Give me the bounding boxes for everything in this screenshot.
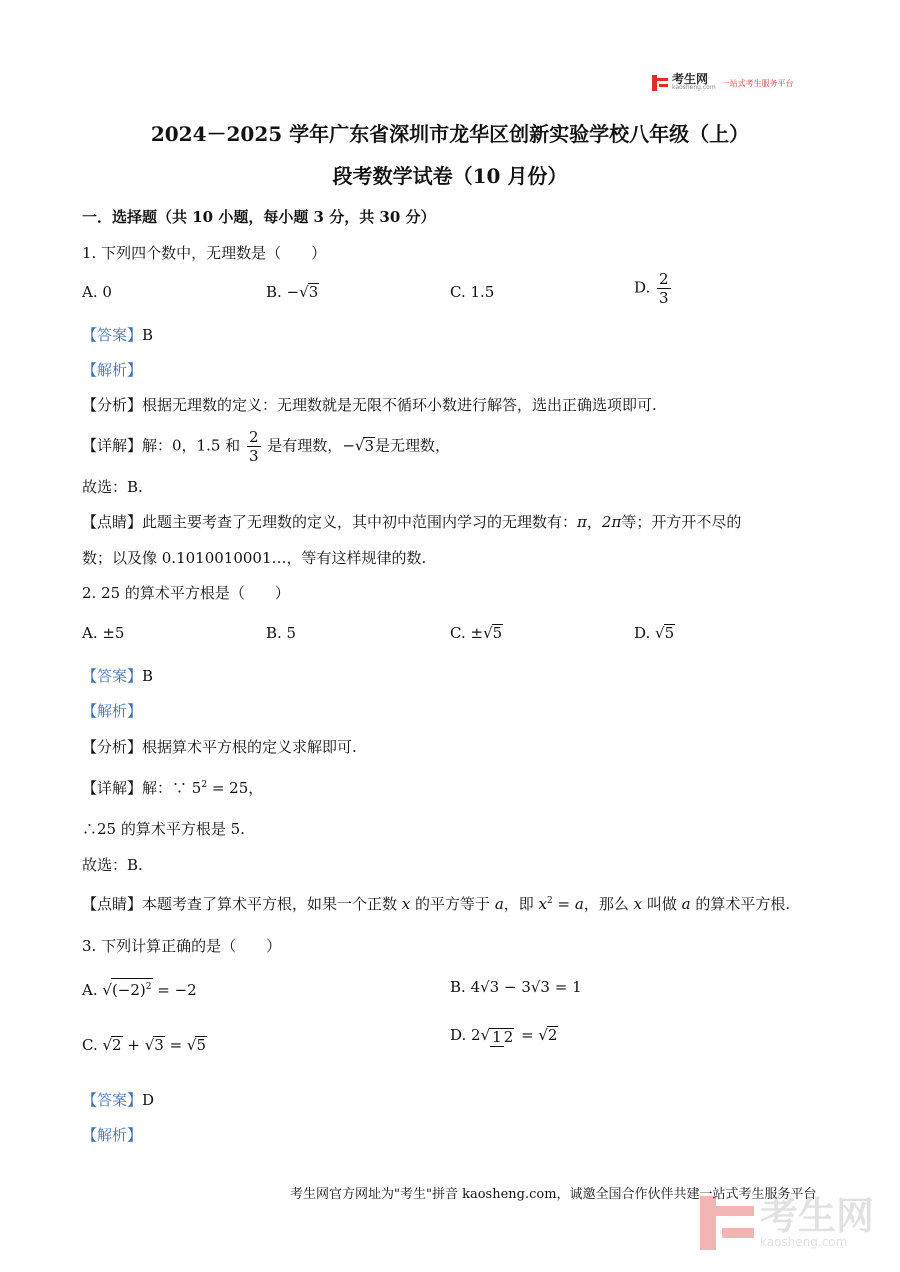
section-heading: 一．选择题（共 10 小题，每小题 3 分，共 30 分）: [82, 208, 436, 226]
q1-option-d: D. $\frac{2}{3}$: [634, 270, 669, 307]
q1-dianjing-line2: 数；以及像 0.1010010001…，等有这样规律的数.: [82, 549, 427, 567]
q3-option-c: C. √2 + √3 = √5: [82, 1036, 207, 1054]
q2-choose: 故选：B.: [82, 856, 143, 874]
q1-detail: 【详解】解：0，1.5 和 $\frac{2}{3}$ 是有理数，−√3是无理数，: [82, 428, 451, 465]
q3-option-a: A. $√(-2)^2 = -2$: [82, 978, 197, 999]
page-title: 2024－2025 学年广东省深圳市龙华区创新实验学校八年级（上）: [150, 122, 750, 146]
kaosheng-logo-icon: [652, 75, 668, 91]
q2-therefore: ∴25 的算术平方根是 5.: [82, 820, 245, 838]
q2-option-b: B. 5: [266, 624, 297, 642]
q3-stem: 3. 下列计算正确的是（ ）: [82, 937, 282, 955]
watermark-text: 考生网 kaosheng.com: [760, 1194, 875, 1249]
q2-stem: 2. 25 的算术平方根是（ ）: [82, 584, 290, 602]
q1-option-a: A. 0: [82, 283, 112, 301]
q1-analysis-tag: 【解析】: [82, 361, 143, 379]
watermark-logo-icon: [700, 1196, 754, 1250]
q2-detail: 【详解】解：∵ $5^2 = 25$，: [82, 779, 264, 797]
site-logo: [652, 74, 794, 92]
q2-analysis-tag: 【解析】: [82, 702, 143, 720]
q1-dianjing: 【点睛】此题主要考查了无理数的定义，其中初中范围内学习的无理数有：π，2π等；开方开不尽的: [82, 513, 742, 531]
q3-analysis-tag: 【解析】: [82, 1126, 143, 1144]
q2-fenxi: 【分析】根据算术平方根的定义求解即可.: [82, 738, 357, 756]
q2-option-c: C. ±√5: [450, 624, 503, 642]
footer-text: 考生网官方网址为"考生"拼音 kaosheng.com，诚邀全国合作伙伴共建一站式考生服务平台: [290, 1187, 817, 1202]
q3-option-b: B. 4√3 − 3√3 = 1: [450, 978, 582, 996]
q1-stem: 1. 下列四个数中，无理数是（ ）: [82, 244, 327, 262]
logo-name: 考生网 kaosheng.com: [672, 72, 716, 91]
page-subtitle: 段考数学试卷（10 月份）: [332, 164, 568, 188]
q1-fenxi: 【分析】根据无理数的定义：无理数就是无限不循环小数进行解答，选出正确选项即可.: [82, 396, 657, 414]
q2-answer: 【答案】B: [82, 667, 154, 685]
q2-option-d: D. √5: [634, 624, 675, 642]
q1-option-c: C. 1.5: [450, 283, 495, 301]
watermark: [700, 1196, 874, 1250]
q2-dianjing: 【点睛】本题考查了算术平方根，如果一个正数 x 的平方等于 a，即 $x^2 = a$，那么 x 叫做 a 的算术平方根.: [82, 895, 791, 913]
q3-option-d: D. 2√ 1 2 = √2: [450, 1026, 558, 1046]
q3-answer: 【答案】D: [82, 1091, 155, 1109]
q1-answer: 【答案】B: [82, 326, 154, 344]
q1-option-b: B. −√3: [266, 283, 319, 301]
q1-choose: 故选：B.: [82, 478, 143, 496]
logo-slogan: 一站式考生服务平台: [721, 78, 794, 88]
q2-option-a: A. ±5: [82, 624, 125, 642]
